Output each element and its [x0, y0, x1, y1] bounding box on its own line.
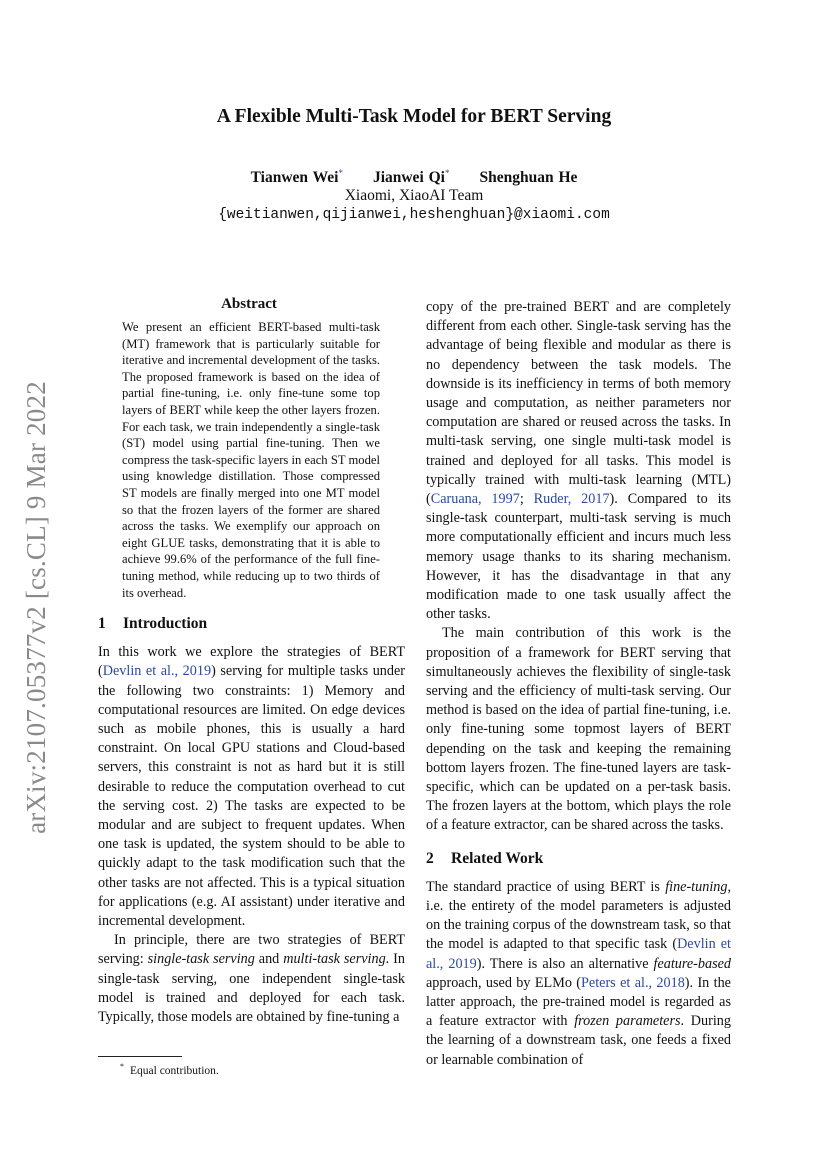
left-column [98, 296, 405, 1027]
arxiv-identifier [16, 370, 56, 845]
footnote [120, 1062, 219, 1077]
section-title: Introduction [123, 615, 208, 633]
intro-paragraph-2-continued: copy of the pre-trained BERT and are completely different from each other. Single-task serving has the advantage of being flexible and modular as there is no dependency between the task models. The downside is its inefficiency in terms of both memory usage and computation, as neither parameters nor computation are shared or reused across the tasks. In multi-task serving, one single multi-task model is trained and deployed for all tasks. This model is typically trained with multi-task learning (MTL) (Caruana, 1997; Ruder, 2017). Compared to its single-task counterpart, multi-task serving is much more computationally efficient and incurs much less memory usage thanks to its sharing mechanism. However, it has the disadvantage in that any modification made to one task usually affect the other tasks. [426, 299, 731, 623]
section-heading-introduction [98, 615, 405, 633]
section-heading-related-work [426, 850, 731, 868]
abstract-heading: Abstract [221, 296, 277, 312]
author-name: Tianwen Wei [250, 169, 339, 187]
equal-contribution-mark[interactable]: * [338, 168, 343, 178]
citation-link[interactable]: Peters et al., 2018 [581, 974, 685, 991]
author-name: Shenghuan He [479, 169, 578, 187]
affiliation: Xiaomi, XiaoAI Team [344, 187, 484, 204]
section-number: 1 [98, 615, 106, 633]
footnote-text: Equal contribution. [130, 1064, 219, 1077]
section-title: Related Work [451, 849, 544, 867]
intro-paragraph-1: In this work we explore the strategies of BERT (Devlin et al., 2019) serving for multiple tasks under the following two constraints: 1) Memory and computational resources are limited. On edge devices such as mobile phones, this is usually a hard constraint. On local GPU stations and Cloud-based servers, this constraint is not as hard but it is still desirable to reduce the computation overhead to cut the serving cost. 2) The tasks are expected to be modular and are subject to frequent updates. When one task is updated, the system should to be able to quickly adapt to the task modification such that the other tasks are not affected. This is a typical situation for applications (e.g. AI assistant) under iterative and incremental development. [98, 644, 406, 929]
right-column [426, 298, 731, 1070]
citation-link[interactable]: Caruana, 1997 [430, 491, 520, 508]
citation-link[interactable]: Devlin et al., 2019 [426, 936, 732, 972]
abstract-text: We present an efficient BERT-based multi-task (MT) framework that is particularly suitable for iterative and incremental development of the tasks. The proposed framework is based on the idea of partial fine-tuning, i.e. only fine-tune some top layers of BERT while keep the other layers frozen. For each task, we train independently a single-task (ST) model using partial fine-tuning. Then we compress the task-specific layers in each ST model using knowledge distillation. Those compressed ST models are finally merged into one MT model so that the frozen layers of the former are shared across the tasks. We exemplify our approach on eight GLUE tasks, demonstrating that it is able to achieve 99.6% of the performance of the full fine-tuning method, while reducing up to two thirds of its overhead. [122, 320, 380, 600]
equal-contribution-mark[interactable]: * [444, 168, 450, 178]
citation-link[interactable]: Devlin et al., 2019 [102, 663, 212, 680]
author-emails: {weitianwen,qijianwei,heshenghuan}@xiaomi.com [218, 207, 610, 223]
arxiv-identifier-text: arXiv:2107.05377v2 [cs.CL] 9 Mar 2022 [20, 381, 51, 834]
intro-paragraph-2: In principle, there are two strategies of BERT serving: single-task serving and multi-task serving. In single-task serving, one independent single-task model is trained and deployed for each task. Typically, those models are obtained by fine-tuning a [98, 932, 405, 1025]
intro-paragraph-3: The main contribution of this work is the proposition of a framework for BERT serving that simultaneously achieves the flexibility of single-task serving and the efficiency of multi-task serving. Our method is based on the idea of partial fine-tuning, i.e. only fine-tuning some topmost layers of BERT depending on the task and keeping the remaining bottom layers frozen. The fine-tuned layers are task-specific, which can be updated on a per-task basis. The frozen layers at the bottom, which plays the role of a feature extractor, can be shared across the tasks. [426, 625, 731, 834]
author-list [0, 168, 828, 187]
footnote-mark: * [120, 1062, 124, 1071]
author-name: Jianwei Qi [372, 169, 445, 187]
citation-link[interactable]: Ruder, 2017 [533, 491, 610, 508]
section-number: 2 [426, 849, 434, 867]
paper-title: A Flexible Multi-Task Model for BERT Serving [216, 106, 612, 127]
footnote-rule [98, 1056, 182, 1057]
related-paragraph-1: The standard practice of using BERT is fine-tuning, i.e. the entirety of the model parameters is adjusted on the training corpus of the downstream task, so that the model is adapted to that specific task (Devlin et al., 2019). There is also an alternative feature-based approach, used by ELMo (Peters et al., 2018). In the latter approach, the pre-trained model is regarded as a feature extractor with frozen parameters. During the learning of a downstream task, one feeds a fixed or learnable combination of [426, 878, 732, 1068]
